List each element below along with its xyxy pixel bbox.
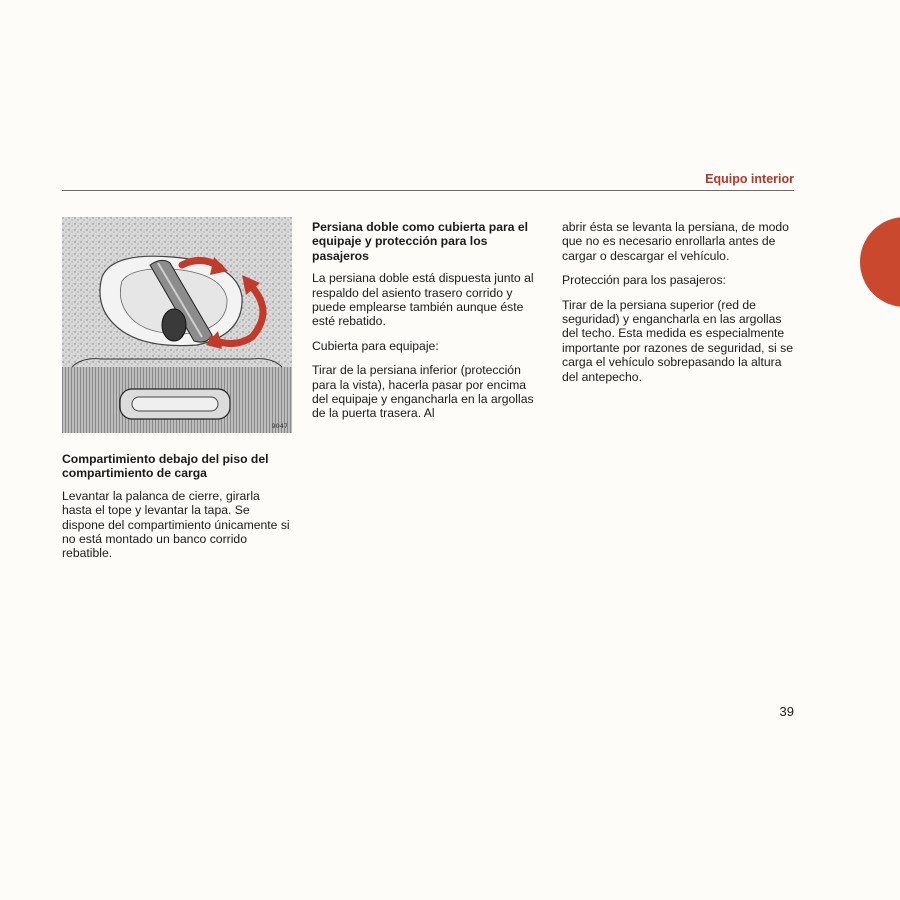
double-blind-continued: [562, 220, 794, 394]
floor-handle-grip: [132, 397, 218, 411]
page-number: 39: [779, 704, 794, 719]
passenger-protection-text: Tirar de la persiana superior (red de seguridad) y engancharla en las argollas del techo. Esta medida es especialmente importante por razones de seguridad, si se carga el vehículo sobrepasando la altura del antepecho.: [562, 297, 794, 384]
luggage-cover-text: Tirar de la persiana inferior (protección para la vista), hacerla pasar por encima del equipaje y engancharla en la argollas de la puerta trasera. Al: [312, 363, 534, 421]
double-blind-heading: Persiana doble como cubierta para el equipaje y protección para los pasajeros: [312, 220, 529, 263]
cargo-floor-latch-illustration: [62, 217, 292, 433]
figure-number: 9047: [271, 422, 288, 430]
double-blind-intro: La persiana doble está dispuesta junto al respaldo del asiento trasero corrido y puede emplearse también aunque éste esté rebatido.: [312, 271, 534, 329]
luggage-cover-continuation: abrir ésta se levanta la persiana, de modo que no es necesario enrollarla antes de cargar o descargar el vehículo.: [562, 220, 789, 263]
latch-drawing: [62, 217, 292, 433]
passenger-protection-label: Protección para los pasajeros:: [562, 273, 726, 288]
header-rule: [62, 190, 794, 191]
cargo-floor-section: [62, 452, 292, 571]
luggage-cover-label: Cubierta para equipaje:: [312, 338, 439, 353]
cargo-floor-body: Levantar la palanca de cierre, girarla hasta el tope y levantar la tapa. Se dispone del compartimiento únicamente si no está montado un banco corrido rebatible.: [62, 488, 290, 561]
thumb-index-tab: [860, 217, 900, 307]
cargo-floor-heading: Compartimiento debajo del piso del compartimiento de carga: [62, 452, 269, 481]
latch-pivot: [162, 309, 186, 341]
section-title: Equipo interior: [705, 172, 794, 186]
double-blind-section: [312, 220, 542, 431]
